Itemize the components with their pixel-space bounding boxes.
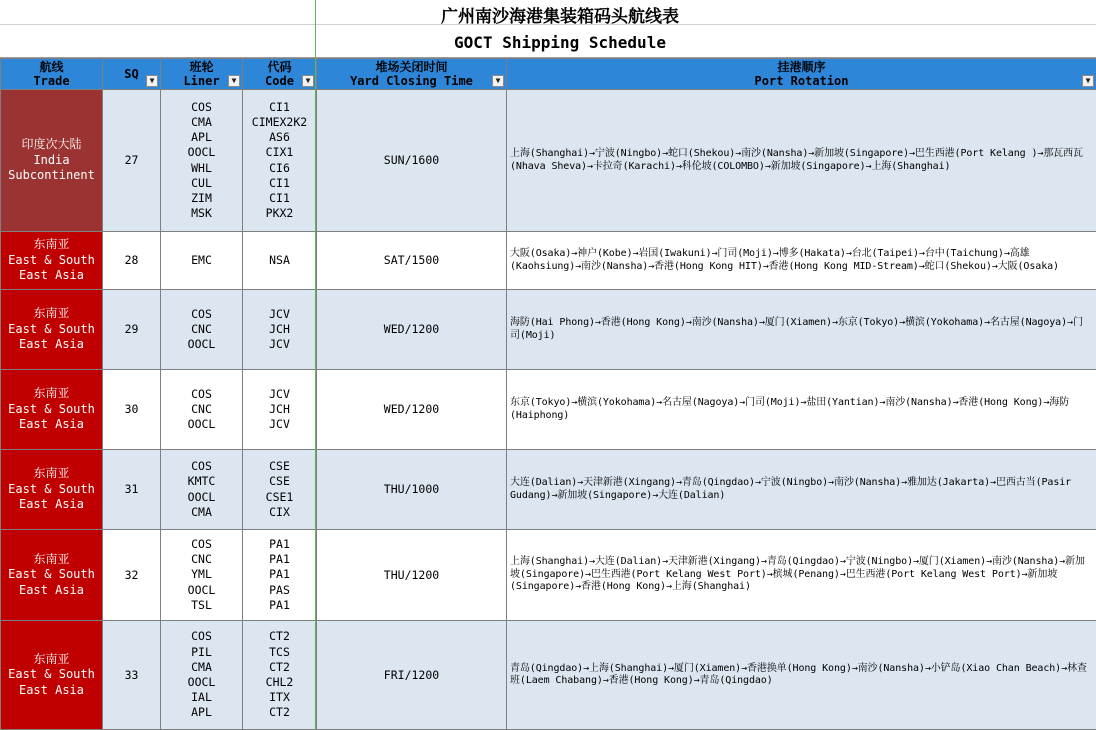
- code-cell[interactable]: [243, 370, 317, 450]
- trade-name-en-line2: East Asia: [18, 417, 85, 432]
- liner-name: CNC: [191, 401, 212, 416]
- liner-cell[interactable]: [161, 290, 243, 370]
- liner-cell[interactable]: [161, 370, 243, 450]
- trade-cell[interactable]: [1, 290, 103, 370]
- header-row: [1, 59, 1096, 90]
- table-row[interactable]: [1, 621, 1096, 730]
- service-code: PA1: [269, 597, 290, 612]
- liner-name: COS: [191, 306, 212, 321]
- port-rotation-cell[interactable]: 海防(Hai Phong)→香港(Hong Kong)→南沙(Nansha)→厦门(Xiamen)→东京(Tokyo)→横滨(Yokohama)→名古屋(Nagoya)→门司(Moji): [507, 290, 1096, 370]
- sq-cell[interactable]: 28: [103, 232, 161, 290]
- service-code: JCH: [269, 321, 290, 336]
- liner-name: CMA: [191, 114, 212, 129]
- liner-name: WHL: [191, 160, 212, 175]
- trade-name-cn: 东南亚: [33, 551, 70, 566]
- title-row: [0, 0, 1096, 25]
- table-row[interactable]: [1, 370, 1096, 450]
- service-code: AS6: [269, 130, 290, 145]
- liner-name: OOCL: [187, 145, 216, 160]
- trade-name-en-line2: East Asia: [18, 682, 85, 697]
- service-code: PA1: [269, 552, 290, 567]
- liner-name: EMC: [191, 252, 212, 267]
- code-cell[interactable]: [243, 530, 317, 621]
- sheet-title: 广州南沙海港集装箱码头航线表: [441, 7, 679, 27]
- code-cell[interactable]: [243, 621, 317, 730]
- liner-name: OOCL: [187, 675, 216, 689]
- code-cell[interactable]: [243, 450, 317, 530]
- sq-cell[interactable]: 29: [103, 290, 161, 370]
- trade-name-en: East & South: [8, 667, 95, 682]
- header-trade: 航线 Trade: [1, 59, 103, 90]
- service-code: PA1: [269, 567, 290, 582]
- trade-name-en-line2: East Asia: [18, 497, 85, 512]
- trade-name-en: East & South: [8, 401, 95, 416]
- port-rotation-cell[interactable]: 大阪(Osaka)→神户(Kobe)→岩国(Iwakuni)→门司(Moji)→博多(Hakata)→台北(Taipei)→台中(Taichung)→高雄(Kaohsiung)→南沙(Nansha)→香港(Hong Kong HIT)→香港(Hong Kong MID-Stream)→蛇口(Shekou)→大阪(Osaka): [507, 232, 1096, 290]
- liner-name: CMA: [191, 659, 212, 674]
- service-code: CSE: [269, 474, 290, 489]
- filter-dropdown-icon[interactable]: ▼: [302, 75, 314, 87]
- trade-name-en-line2: East Asia: [18, 268, 85, 283]
- trade-name-en: East & South: [8, 321, 95, 336]
- liner-name: ZIM: [191, 190, 212, 205]
- liner-name: OOCL: [187, 417, 216, 432]
- liner-name: YML: [191, 567, 212, 582]
- subtitle-row: [0, 25, 1096, 58]
- trade-name-en: India: [33, 152, 70, 167]
- trade-name-en-line2: East Asia: [18, 582, 85, 597]
- liner-name: COS: [191, 629, 212, 644]
- trade-cell[interactable]: [1, 232, 103, 290]
- filter-dropdown-icon[interactable]: ▼: [1082, 75, 1094, 87]
- service-code: JCV: [269, 306, 290, 321]
- liner-name: COS: [191, 536, 212, 551]
- liner-name: PIL: [191, 644, 212, 659]
- sq-cell[interactable]: 27: [103, 90, 161, 232]
- code-cell[interactable]: [243, 232, 317, 290]
- trade-name-cn: 东南亚: [33, 237, 70, 252]
- trade-name-en-line2: East Asia: [18, 337, 85, 352]
- liner-cell[interactable]: [161, 530, 243, 621]
- trade-name-cn: 东南亚: [33, 651, 70, 666]
- table-row[interactable]: [1, 290, 1096, 370]
- liner-name: IAL: [191, 690, 212, 705]
- service-code: CI1: [269, 175, 290, 190]
- filter-dropdown-icon[interactable]: ▼: [146, 75, 158, 87]
- liner-name: CMA: [191, 504, 212, 519]
- closing-time-cell[interactable]: SUN/1600: [317, 90, 507, 232]
- port-rotation-cell[interactable]: 大连(Dalian)→天津新港(Xingang)→青岛(Qingdao)→宁波(Ningbo)→南沙(Nansha)→雅加达(Jakarta)→巴西古当(Pasir Gudang)→新加坡(Singapore)→大连(Dalian): [507, 450, 1096, 530]
- liner-name: MSK: [191, 206, 212, 221]
- service-code: PAS: [269, 582, 290, 597]
- closing-time-cell[interactable]: FRI/1200: [317, 621, 507, 730]
- liner-name: CUL: [191, 175, 212, 190]
- port-rotation-cell[interactable]: 青岛(Qingdao)→上海(Shanghai)→厦门(Xiamen)→香港换单(Hong Kong)→南沙(Nansha)→小铲岛(Xiao Chan Beach)→林查班(Laem Chabang)→香港(Hong Kong)→青岛(Qingdao): [507, 621, 1096, 730]
- trade-name-en: East & South: [8, 481, 95, 496]
- table-row[interactable]: [1, 90, 1096, 232]
- liner-cell[interactable]: [161, 450, 243, 530]
- liner-name: CNC: [191, 321, 212, 336]
- closing-time-cell[interactable]: SAT/1500: [317, 232, 507, 290]
- table-body: [1, 90, 1096, 730]
- header-closing-time: 堆场关闭时间 Yard Closing Time ▼: [317, 59, 507, 90]
- service-code: JCV: [269, 386, 290, 401]
- liner-cell[interactable]: [161, 621, 243, 730]
- header-sq: SQ ▼: [103, 59, 161, 90]
- trade-name-cn: 东南亚: [33, 306, 70, 321]
- closing-time-cell[interactable]: THU/1200: [317, 530, 507, 621]
- service-code: CI6: [269, 160, 290, 175]
- closing-time-cell[interactable]: WED/1200: [317, 290, 507, 370]
- liner-name: OOCL: [187, 489, 216, 504]
- port-rotation-cell[interactable]: 东京(Tokyo)→横滨(Yokohama)→名古屋(Nagoya)→门司(Moji)→盐田(Yantian)→南沙(Nansha)→香港(Hong Kong)→海防(Haiphong): [507, 370, 1096, 450]
- liner-name: APL: [191, 705, 212, 720]
- service-code: ITX: [269, 690, 290, 705]
- service-code: TCS: [269, 644, 290, 659]
- header-liner: 班轮 Liner ▼: [161, 59, 243, 90]
- service-code: JCH: [269, 401, 290, 416]
- table-row[interactable]: [1, 232, 1096, 290]
- filter-dropdown-icon[interactable]: ▼: [228, 75, 240, 87]
- service-code: JCV: [269, 337, 290, 352]
- liner-name: CNC: [191, 552, 212, 567]
- service-code: JCV: [269, 417, 290, 432]
- service-code: CT2: [269, 659, 290, 674]
- closing-time-cell[interactable]: WED/1200: [317, 370, 507, 450]
- trade-name-en: East & South: [8, 252, 95, 267]
- service-code: CIX: [269, 504, 290, 519]
- service-code: CT2: [269, 629, 290, 644]
- table-row[interactable]: [1, 450, 1096, 530]
- service-code: CI1: [269, 190, 290, 205]
- liner-name: COS: [191, 99, 212, 114]
- table-row[interactable]: [1, 530, 1096, 621]
- trade-name-cn: 印度次大陆: [21, 137, 82, 152]
- sq-cell[interactable]: 33: [103, 621, 161, 730]
- code-cell[interactable]: [243, 290, 317, 370]
- trade-name-cn: 东南亚: [33, 386, 70, 401]
- service-code: NSA: [269, 252, 290, 267]
- service-code: CI1: [269, 99, 290, 114]
- service-code: CSE: [269, 459, 290, 474]
- liner-name: KMTC: [187, 474, 216, 489]
- sheet-subtitle: GOCT Shipping Schedule: [454, 33, 666, 52]
- port-rotation-cell[interactable]: 上海(Shanghai)→宁波(Ningbo)→蛇口(Shekou)→南沙(Nansha)→新加坡(Singapore)→巴生西港(Port Kelang )→那瓦西瓦(Nhava Sheva)→卡拉奇(Karachi)→科伦坡(COLOMBO)→新加坡(Singapore)→上海(Shanghai): [507, 90, 1096, 232]
- trade-cell[interactable]: [1, 90, 103, 232]
- liner-name: APL: [191, 130, 212, 145]
- closing-time-cell[interactable]: THU/1000: [317, 450, 507, 530]
- filter-dropdown-icon[interactable]: ▼: [492, 75, 504, 87]
- trade-cell[interactable]: [1, 621, 103, 730]
- service-code: PKX2: [265, 206, 294, 221]
- service-code: CIMEX2K2: [251, 114, 308, 129]
- trade-cell[interactable]: [1, 370, 103, 450]
- liner-name: COS: [191, 386, 212, 401]
- header-port-rotation: 挂港顺序 Port Rotation ▼: [507, 59, 1096, 90]
- frozen-pane-line: [315, 0, 316, 730]
- trade-cell[interactable]: [1, 530, 103, 621]
- sq-cell[interactable]: 31: [103, 450, 161, 530]
- service-code: CSE1: [265, 489, 294, 504]
- service-code: CHL2: [265, 675, 294, 689]
- trade-name-en-line2: Subcontinent: [8, 168, 95, 183]
- service-code: PA1: [269, 536, 290, 551]
- trade-cell[interactable]: [1, 450, 103, 530]
- service-code: CT2: [269, 705, 290, 720]
- trade-name-en: East & South: [8, 567, 95, 582]
- sq-cell[interactable]: 32: [103, 530, 161, 621]
- header-code: 代码 Code ▼: [243, 59, 317, 90]
- liner-name: COS: [191, 459, 212, 474]
- code-cell[interactable]: [243, 90, 317, 232]
- trade-name-cn: 东南亚: [33, 466, 70, 481]
- sq-cell[interactable]: 30: [103, 370, 161, 450]
- liner-cell[interactable]: [161, 90, 243, 232]
- liner-name: TSL: [191, 597, 212, 612]
- port-rotation-cell[interactable]: 上海(Shanghai)→大连(Dalian)→天津新港(Xingang)→青岛(Qingdao)→宁波(Ningbo)→厦门(Xiamen)→南沙(Nansha)→新加坡(Singapore)→巴生西港(Port Kelang West Port)→槟城(Penang)→巴生西港(Port Kelang West Port)→新加坡(Singapore)→香港(Hong Kong)→上海(Shanghai): [507, 530, 1096, 621]
- liner-cell[interactable]: [161, 232, 243, 290]
- liner-name: OOCL: [187, 337, 216, 352]
- service-code: CIX1: [265, 145, 294, 160]
- liner-name: OOCL: [187, 582, 216, 597]
- schedule-table: [0, 58, 1096, 730]
